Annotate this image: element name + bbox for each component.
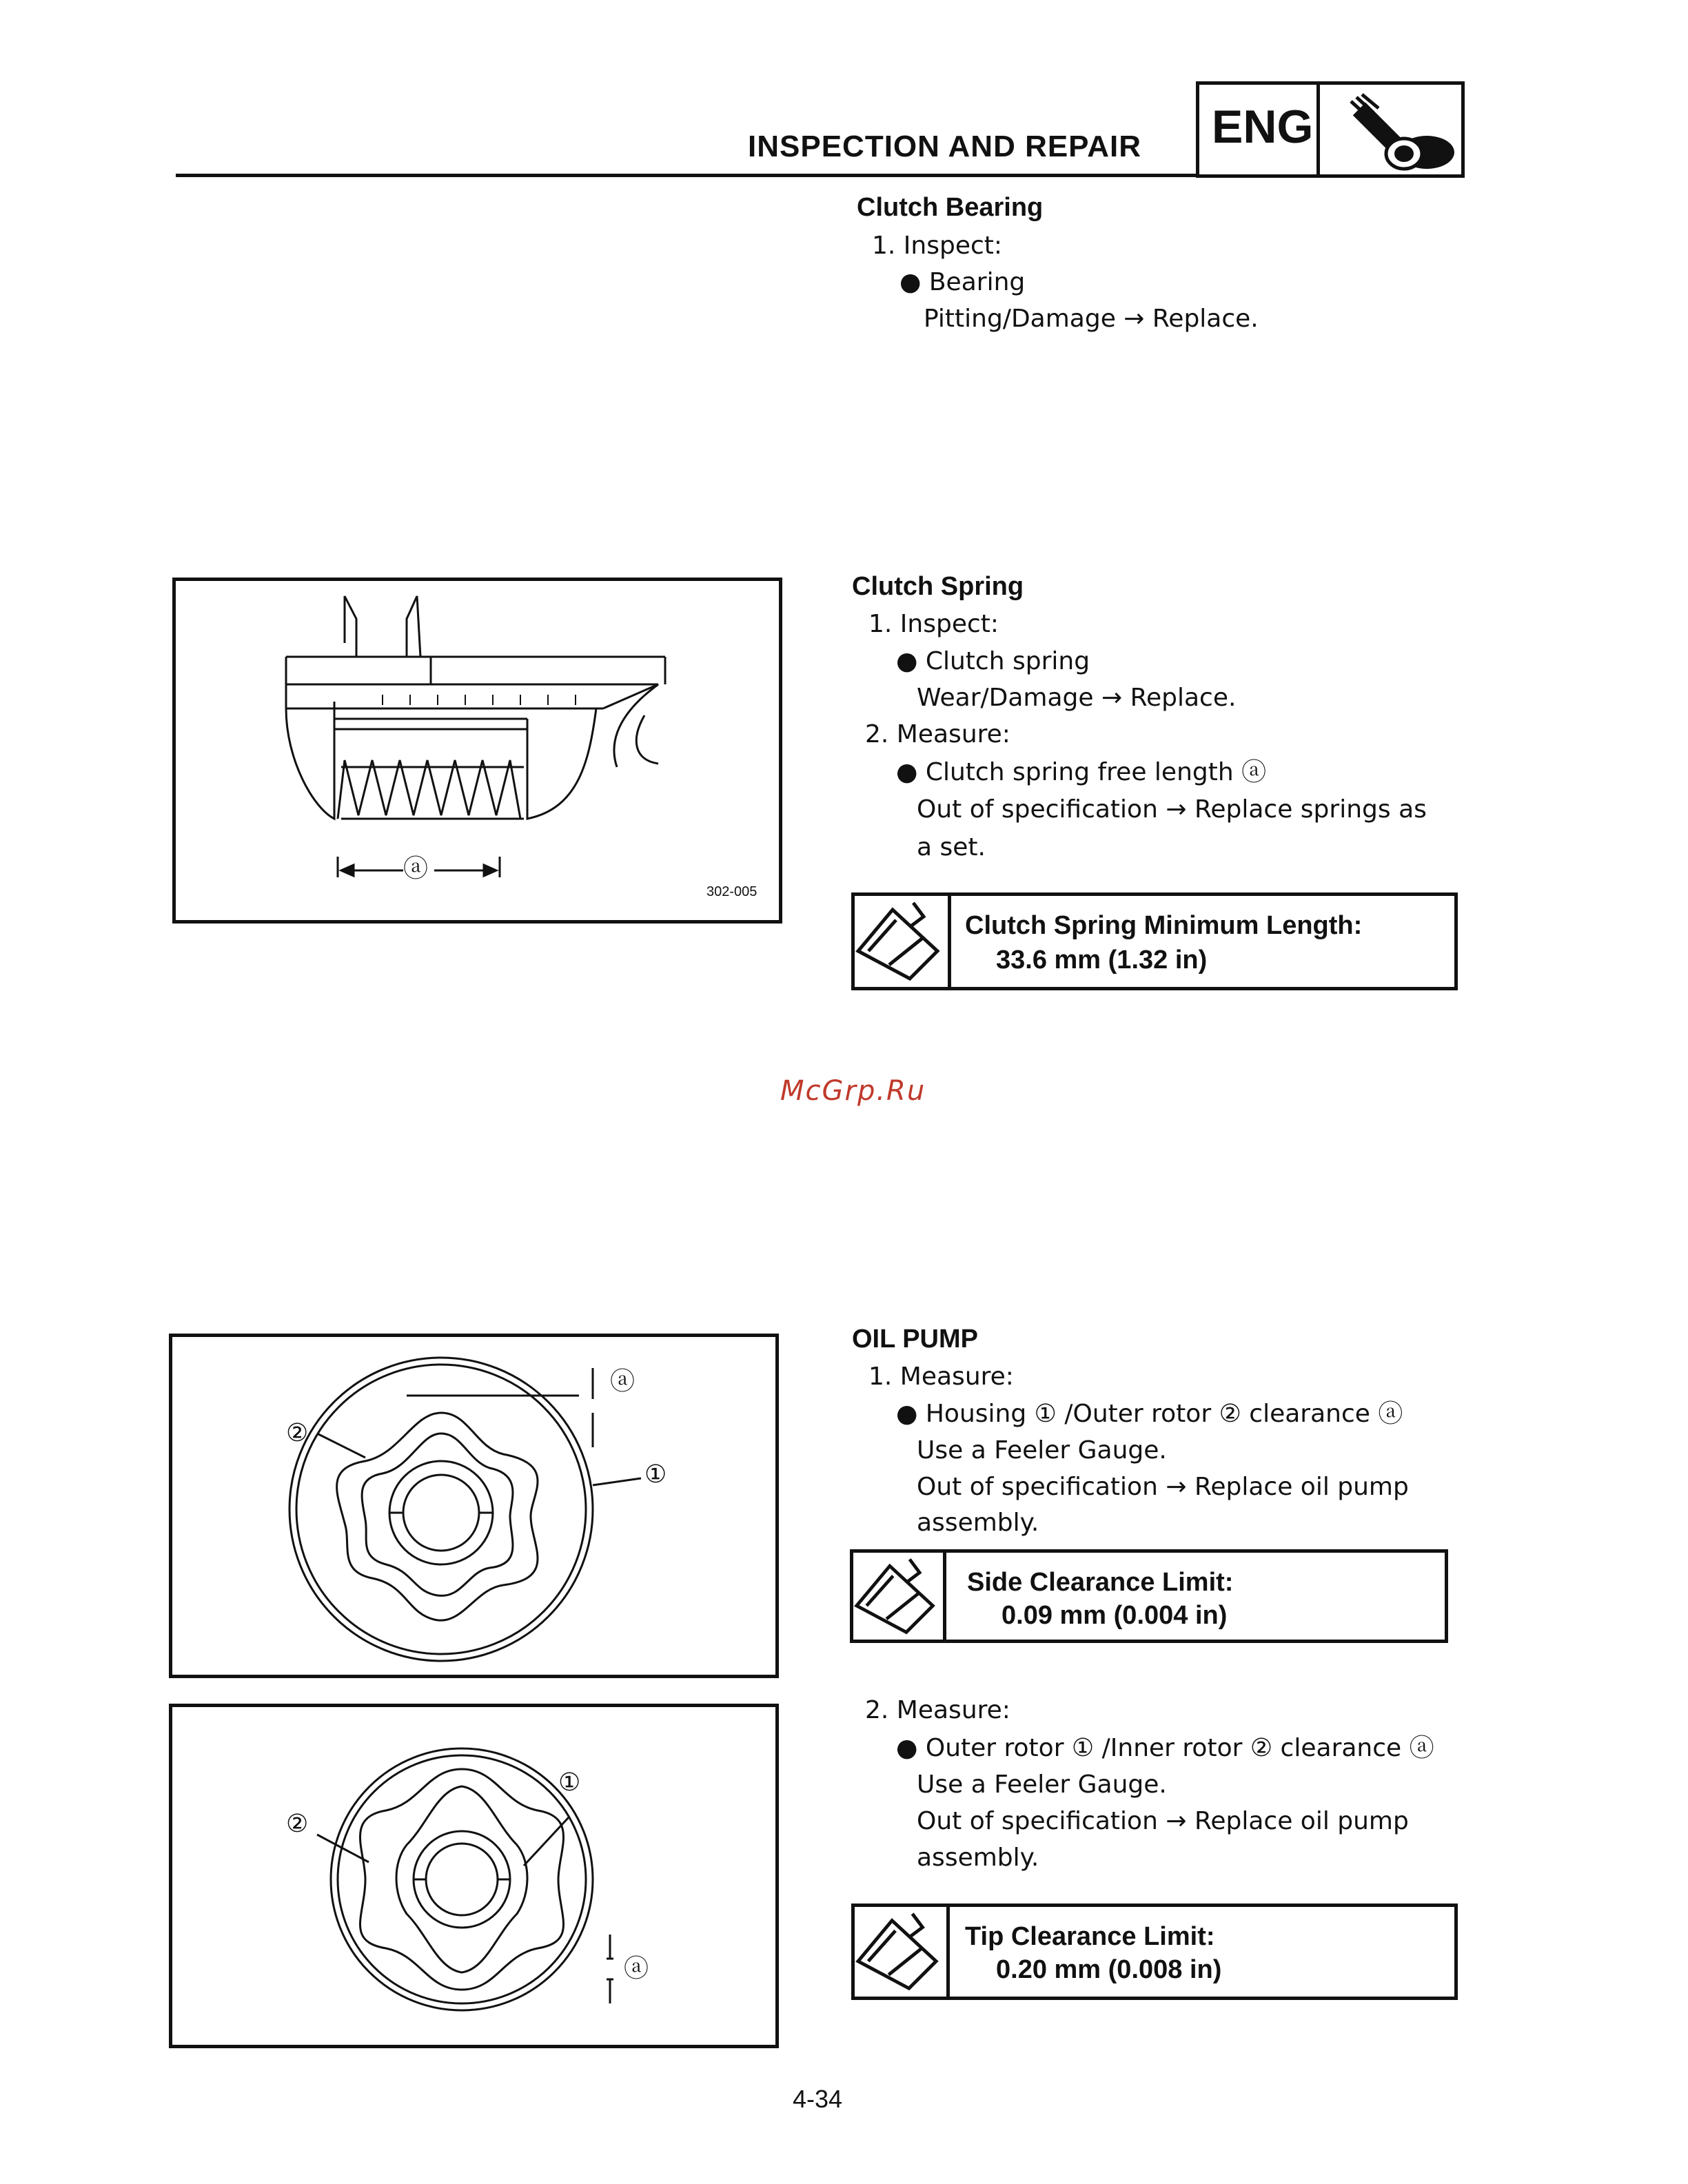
clutch-spring-spec-value: 33.6 mm (1.32 in) — [996, 946, 1208, 974]
clutch-spring-result2b: a set. — [917, 833, 986, 861]
clutch-bearing-result: Pitting/Damage → Replace. — [924, 305, 1259, 333]
section-tab — [1196, 81, 1465, 178]
tip-clearance-spec-box — [851, 1904, 1458, 2000]
oil-pump-item2: ● Outer rotor ① /Inner rotor ② clearance ⓐ — [896, 1734, 1434, 1762]
fig1-callout-1: ① — [644, 1460, 667, 1489]
rotor-housing-drawing — [172, 1337, 775, 1675]
caliper-icon-svg — [855, 1907, 943, 1995]
caliper-icon — [853, 1553, 946, 1640]
side-clearance-value: 0.09 mm (0.004 in) — [1001, 1601, 1228, 1630]
oil-pump-use2: Use a Feeler Gauge. — [917, 1770, 1167, 1799]
header-rule — [176, 174, 1196, 177]
page-number: 4-34 — [793, 2085, 843, 2113]
caliper-icon-svg — [855, 896, 944, 986]
section-tab-label: ENG — [1212, 101, 1314, 153]
clutch-spring-result1: Wear/Damage → Replace. — [917, 684, 1237, 712]
side-clearance-label: Side Clearance Limit: — [967, 1568, 1234, 1597]
figure-code: 302-005 — [706, 884, 757, 899]
oil-pump-result2a: Out of specification → Replace oil pump — [917, 1807, 1409, 1835]
clutch-spring-result2a: Out of specification → Replace springs as — [917, 795, 1427, 824]
oil-pump-result1b: assembly. — [917, 1509, 1039, 1537]
clutch-spring-step2: 2. Measure: — [865, 720, 1010, 748]
oil-pump-result2b: assembly. — [917, 1844, 1039, 1872]
fig1-callout-2: ② — [286, 1419, 309, 1447]
clutch-spring-heading: Clutch Spring — [852, 572, 1024, 601]
oil-pump-figure-2 — [169, 1704, 779, 2048]
caliper-spring-drawing — [176, 581, 779, 920]
fig2-callout-2: ② — [286, 1810, 309, 1838]
oil-pump-heading: OIL PUMP — [852, 1325, 978, 1354]
clutch-bearing-step1: 1. Inspect: — [872, 232, 1003, 260]
fig1-callout-a: ⓐ — [610, 1367, 635, 1396]
caliper-icon — [855, 1907, 950, 1997]
oil-pump-result1a: Out of specification → Replace oil pump — [917, 1473, 1409, 1501]
engine-wrench-icon — [1325, 92, 1459, 171]
side-clearance-spec-box — [850, 1549, 1448, 1643]
clutch-spring-spec-label: Clutch Spring Minimum Length: — [965, 911, 1363, 940]
caliper-icon-svg — [853, 1553, 939, 1639]
clutch-spring-figure — [172, 578, 782, 923]
clutch-spring-callout-a: ⓐ — [403, 855, 429, 883]
inner-outer-rotor-drawing — [172, 1707, 775, 2045]
clutch-spring-item1: ● Clutch spring — [896, 647, 1090, 675]
clutch-spring-item2: ● Clutch spring free length ⓐ — [896, 758, 1267, 786]
page-title: INSPECTION AND REPAIR — [748, 130, 1142, 163]
fig2-callout-1: ① — [558, 1768, 581, 1797]
tip-clearance-value: 0.20 mm (0.008 in) — [996, 1955, 1222, 1984]
tip-clearance-label: Tip Clearance Limit: — [965, 1922, 1215, 1951]
oil-pump-use1: Use a Feeler Gauge. — [917, 1436, 1167, 1464]
watermark: McGrp.Ru — [780, 1075, 926, 1107]
fig2-callout-a: ⓐ — [624, 1955, 649, 1983]
oil-pump-item1: ● Housing ① /Outer rotor ② clearance ⓐ — [896, 1400, 1403, 1428]
clutch-spring-step1: 1. Inspect: — [868, 610, 999, 638]
clutch-bearing-item: ● Bearing — [899, 268, 1026, 296]
oil-pump-figure-1 — [169, 1334, 779, 1678]
clutch-spring-spec-box — [851, 892, 1458, 990]
clutch-bearing-heading: Clutch Bearing — [857, 193, 1044, 222]
oil-pump-step2: 2. Measure: — [865, 1696, 1010, 1724]
oil-pump-step1: 1. Measure: — [868, 1363, 1014, 1391]
caliper-icon — [855, 896, 951, 987]
